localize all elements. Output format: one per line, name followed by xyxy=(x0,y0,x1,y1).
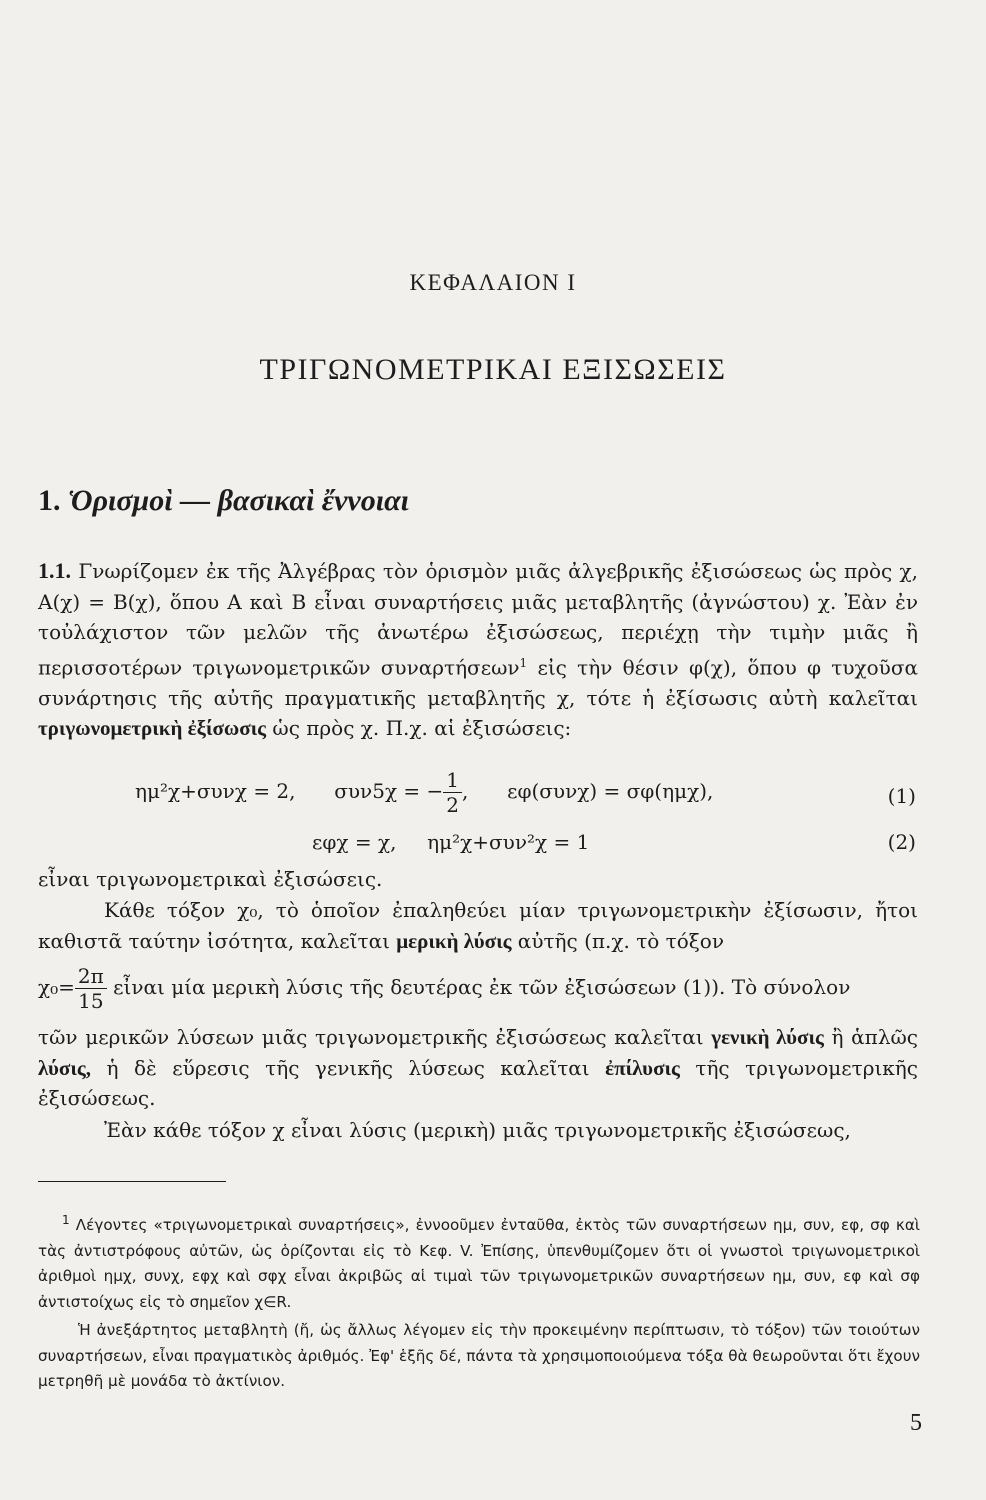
equation: εφχ = χ, xyxy=(312,830,397,854)
fraction-numerator: 2π xyxy=(75,964,107,989)
chapter-title: ΤΡΙΓΩΝΟΜΕΤΡΙΚΑΙ ΕΞΙΣΩΣΕΙΣ xyxy=(259,353,727,386)
paragraph-text: Ἐὰν κάθε τόξον χ εἶναι λύσις (μερικὴ) μιᾶς τριγωνομετρικῆς ἐξισώσεως, xyxy=(104,1118,851,1142)
paragraph-text: ὡς πρὸς χ. Π.χ. αἱ ἐξισώσεις: xyxy=(266,716,572,741)
footnote-1 xyxy=(38,1208,920,1315)
section-heading xyxy=(38,484,409,518)
defined-term: γενικὴ λύσις xyxy=(711,1025,824,1049)
footnote-2 xyxy=(38,1318,920,1395)
paragraph-text: εἰς τὴν θέσιν φ(χ), ὅπου φ τυχοῦσα συνάρτησις τῆς αὐτῆς πραγματικῆς μεταβλητῆς χ, τότε ἡ ἐξίσωσις αὐτὴ καλεῖται xyxy=(38,655,918,710)
paragraph-label: 1.1. xyxy=(38,558,71,583)
paragraph-text: ἢ ἁπλῶς xyxy=(823,1025,918,1049)
paragraph-text: τῆς τριγωνομετρικῆς ἐξισώσεως. xyxy=(38,1055,918,1110)
footnote-mark: 1 xyxy=(62,1213,70,1227)
fraction-numerator: 1 xyxy=(443,768,462,793)
fraction-denominator: 15 xyxy=(78,989,104,1013)
equation-row-2 xyxy=(312,830,589,854)
fraction-line xyxy=(38,964,850,1013)
equation: συν5χ = − xyxy=(334,779,444,803)
equation: ημ²χ+συνχ = 2, xyxy=(135,779,296,803)
defined-term: ἐπίλυσις xyxy=(605,1055,680,1080)
equation-number: (2) xyxy=(887,830,916,854)
footnote-text: Λέγοντες «τριγωνομετρικαὶ συναρτήσεις», ἐννοοῦμεν ἐνταῦθα, ἐκτὸς τῶν συναρτήσεων ημ, συν, εφ, σφ καὶ τὰς ἀντιστρόφους αὐτῶν, ὡς ὁρίζονται εἰς τὸ Κεφ. V. Ἐπίσης, ὑπενθυμίζομεν ὅτι οἱ γνωστοὶ τριγωνομετρικοὶ ἀριθμοὶ ημχ, συνχ, εφχ καὶ σφχ εἶναι ἀκριβῶς αἱ τιμαὶ τῶν τριγωνομετρικῶν συναρτήσεων ημ, συν, εφ καὶ σφ ἀντιστοίχως εἰς τὸ σημεῖον χ∈R. xyxy=(38,1216,920,1311)
paragraph-text: τῶν μερικῶν λύσεων μιᾶς τριγωνομετρικῆς ἐξισώσεως καλεῖται xyxy=(38,1025,712,1049)
footnote-text: Ἡ ἀνεξάρτητος μεταβλητὴ (ἤ, ὡς ἄλλως λέγομεν εἰς τὴν προκειμένην περίπτωσιν, τὸ τόξον) τῶν τοιούτων συναρτήσεων, εἶναι πραγματικὸς ἀριθμός. Ἐφ' ἑξῆς δέ, πάντα τὰ χρησιμοποιούμενα τόξα θὰ θεωροῦνται ὅτι ἔχουν μετρηθῆ μὲ μονάδα τὸ ἀκτίνιον. xyxy=(38,1321,920,1391)
fraction-denominator: 2 xyxy=(446,793,460,817)
defined-term: μερικὴ λύσις xyxy=(396,928,512,953)
paragraph-4 xyxy=(38,1115,918,1146)
equation: ημ²χ+συν²χ = 1 xyxy=(427,830,590,854)
fraction xyxy=(443,768,462,817)
paragraph-text: αὐτῆς (π.χ. τὸ τόξον xyxy=(511,928,725,953)
paragraph-text: Γνωρίζομεν ἐκ τῆς Ἀλγέβρας τὸν ὁρισμὸν μιᾶς ἀλγεβρικῆς ἐξισώσεως ὡς πρὸς χ, Α(χ) = Β(χ), ὅπου Α καὶ Β εἶναι συναρτήσεις μιᾶς μεταβλητῆς (ἀγνώστου) χ. Ἐὰν ἐν τοὐλάχιστον τῶν μελῶν τῆς ἀνωτέρω ἐξισώσεως, περιέχῃ τὴν τιμὴν μιᾶς ἢ περισσοτέρων τριγωνομετρικῶν συναρτήσεων xyxy=(38,559,918,680)
page-number: 5 xyxy=(910,1410,922,1436)
equation: εφ(συνχ) = σφ(ημχ), xyxy=(507,779,714,803)
equation-row-1 xyxy=(135,768,713,817)
equation: χ₀= xyxy=(38,975,75,999)
paragraph-2 xyxy=(38,895,918,956)
defined-term: λύσις, xyxy=(38,1055,91,1080)
equation-number: (1) xyxy=(887,784,916,808)
defined-term: τριγωνομετρικὴ ἐξίσωσις xyxy=(38,716,267,741)
section-title: Ὁρισμοὶ — βασικαὶ ἔννοιαι xyxy=(68,484,410,517)
paragraph-text: ἡ δὲ εὕρεσις τῆς γενικῆς λύσεως καλεῖται xyxy=(90,1055,606,1080)
chapter-heading: ΚΕΦΑΛΑΙΟΝ I xyxy=(409,270,577,295)
footnote-rule xyxy=(38,1181,226,1182)
footnote-reference: 1 xyxy=(519,655,528,670)
paragraph-3 xyxy=(38,1022,918,1114)
paragraph-continuation: εἶναι τριγωνομετρικαὶ ἐξισώσεις. xyxy=(38,867,383,891)
paragraph-text: Κάθε τόξον χ₀, τὸ ὁποῖον ἐπαληθεύει μίαν τριγωνομετρικὴν ἐξίσωσιν, ἤτοι καθιστᾶ ταύτην ἰσότητα, καλεῖται xyxy=(38,898,918,953)
paragraph-text: εἶναι μία μερικὴ λύσις τῆς δευτέρας ἐκ τῶν ἐξισώσεων (1)). Τὸ σύνολον xyxy=(106,975,851,999)
section-number: 1. xyxy=(38,484,61,517)
paragraph-1 xyxy=(38,556,918,744)
equation: , xyxy=(462,779,469,803)
fraction xyxy=(75,964,107,1013)
